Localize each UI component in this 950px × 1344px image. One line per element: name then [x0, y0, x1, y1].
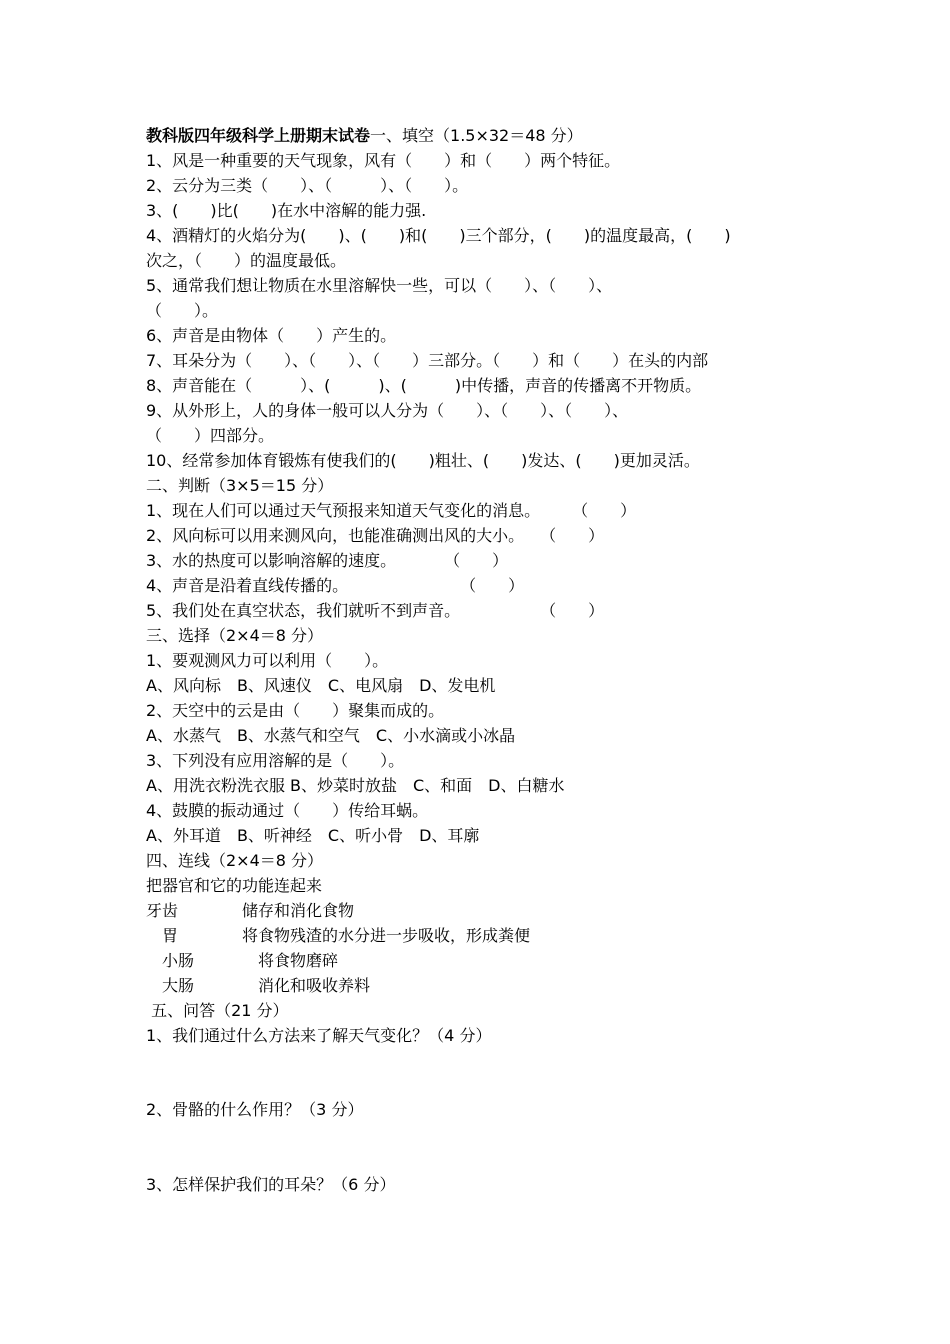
text-line: 2、骨骼的什么作用？（3 分）: [146, 1100, 364, 1119]
text-line: 4、酒精灯的火焰分为( )、( )和( )三个部分，( )的温度最高，( ): [146, 226, 731, 245]
text-line: 大肠 消化和吸收养料: [146, 976, 371, 995]
text-line: （ ）。: [146, 301, 219, 320]
text-line: A、水蒸气 B、水蒸气和空气 C、小水滴或小冰晶: [146, 726, 516, 745]
text-line: A、外耳道 B、听神经 C、听小骨 D、耳廓: [146, 826, 480, 845]
text-line: （ ）四部分。: [146, 426, 275, 445]
text-line: 3、怎样保护我们的耳朵？（6 分）: [146, 1175, 396, 1194]
text-line: 胃 将食物残渣的水分进一步吸收，形成粪便: [146, 926, 531, 945]
text-line: 8、声音能在（ ）、( )、( )中传播，声音的传播离不开物质。: [146, 376, 702, 395]
text-line: 次之，（ ）的温度最低。: [146, 251, 347, 270]
text-line: 1、风是一种重要的天气现象，风有（ ）和（ ）两个特征。: [146, 151, 621, 170]
title-line: [146, 126, 583, 146]
text-line: A、风向标 B、风速仪 C、电风扇 D、发电机: [146, 676, 496, 695]
text-line: 2、天空中的云是由（ ）聚集而成的。: [146, 701, 445, 720]
section-heading: 三、选择（2×4＝8 分）: [146, 626, 324, 645]
text-line: 1、要观测风力可以利用（ ）。: [146, 651, 389, 670]
section-fill-heading: 一、填空（1.5×32＝48 分）: [370, 126, 583, 145]
text-line: 1、我们通过什么方法来了解天气变化？（4 分）: [146, 1026, 492, 1045]
text-line: A、用洗衣粉洗衣服 B、炒菜时放盐 C、和面 D、白糖水: [146, 776, 565, 795]
text-line: 把器官和它的功能连起来: [146, 876, 323, 895]
section-heading: 五、问答（21 分）: [146, 1001, 289, 1020]
text-line: 5、我们处在真空状态，我们就听不到声音。 （ ）: [146, 601, 605, 620]
text-line: 3、水的热度可以影响溶解的速度。 （ ）: [146, 551, 509, 570]
exam-title: 教科版四年级科学上册期末试卷: [146, 126, 371, 145]
text-line: 3、下列没有应用溶解的是（ ）。: [146, 751, 405, 770]
text-line: 4、声音是沿着直线传播的。 （ ）: [146, 576, 525, 595]
text-line: 9、从外形上，人的身体一般可以人分为（ ）、（ ）、（ ）、: [146, 401, 629, 420]
section-heading: 四、连线（2×4＝8 分）: [146, 851, 324, 870]
text-line: 3、( )比( )在水中溶解的能力强.: [146, 201, 427, 220]
section-heading: 二、判断（3×5＝15 分）: [146, 476, 334, 495]
text-line: 6、声音是由物体（ ）产生的。: [146, 326, 397, 345]
text-line: 7、耳朵分为（ ）、（ ）、（ ）三部分。（ ）和（ ）在头的内部: [146, 351, 709, 370]
text-line: 牙齿 储存和消化食物: [146, 901, 355, 920]
text-line: 5、通常我们想让物质在水里溶解快一些，可以（ ）、（ ）、: [146, 276, 613, 295]
text-line: 2、风向标可以用来测风向，也能准确测出风的大小。 （ ）: [146, 526, 605, 545]
text-line: 4、鼓膜的振动通过（ ）传给耳蜗。: [146, 801, 429, 820]
text-line: 2、云分为三类（ ）、（ ）、（ ）。: [146, 176, 469, 195]
text-line: 小肠 将食物磨碎: [146, 951, 339, 970]
text-line: 1、现在人们可以通过天气预报来知道天气变化的消息。 （ ）: [146, 501, 637, 520]
text-line: 10、经常参加体育锻炼有使我们的( )粗壮、( )发达、( )更加灵活。: [146, 451, 700, 470]
